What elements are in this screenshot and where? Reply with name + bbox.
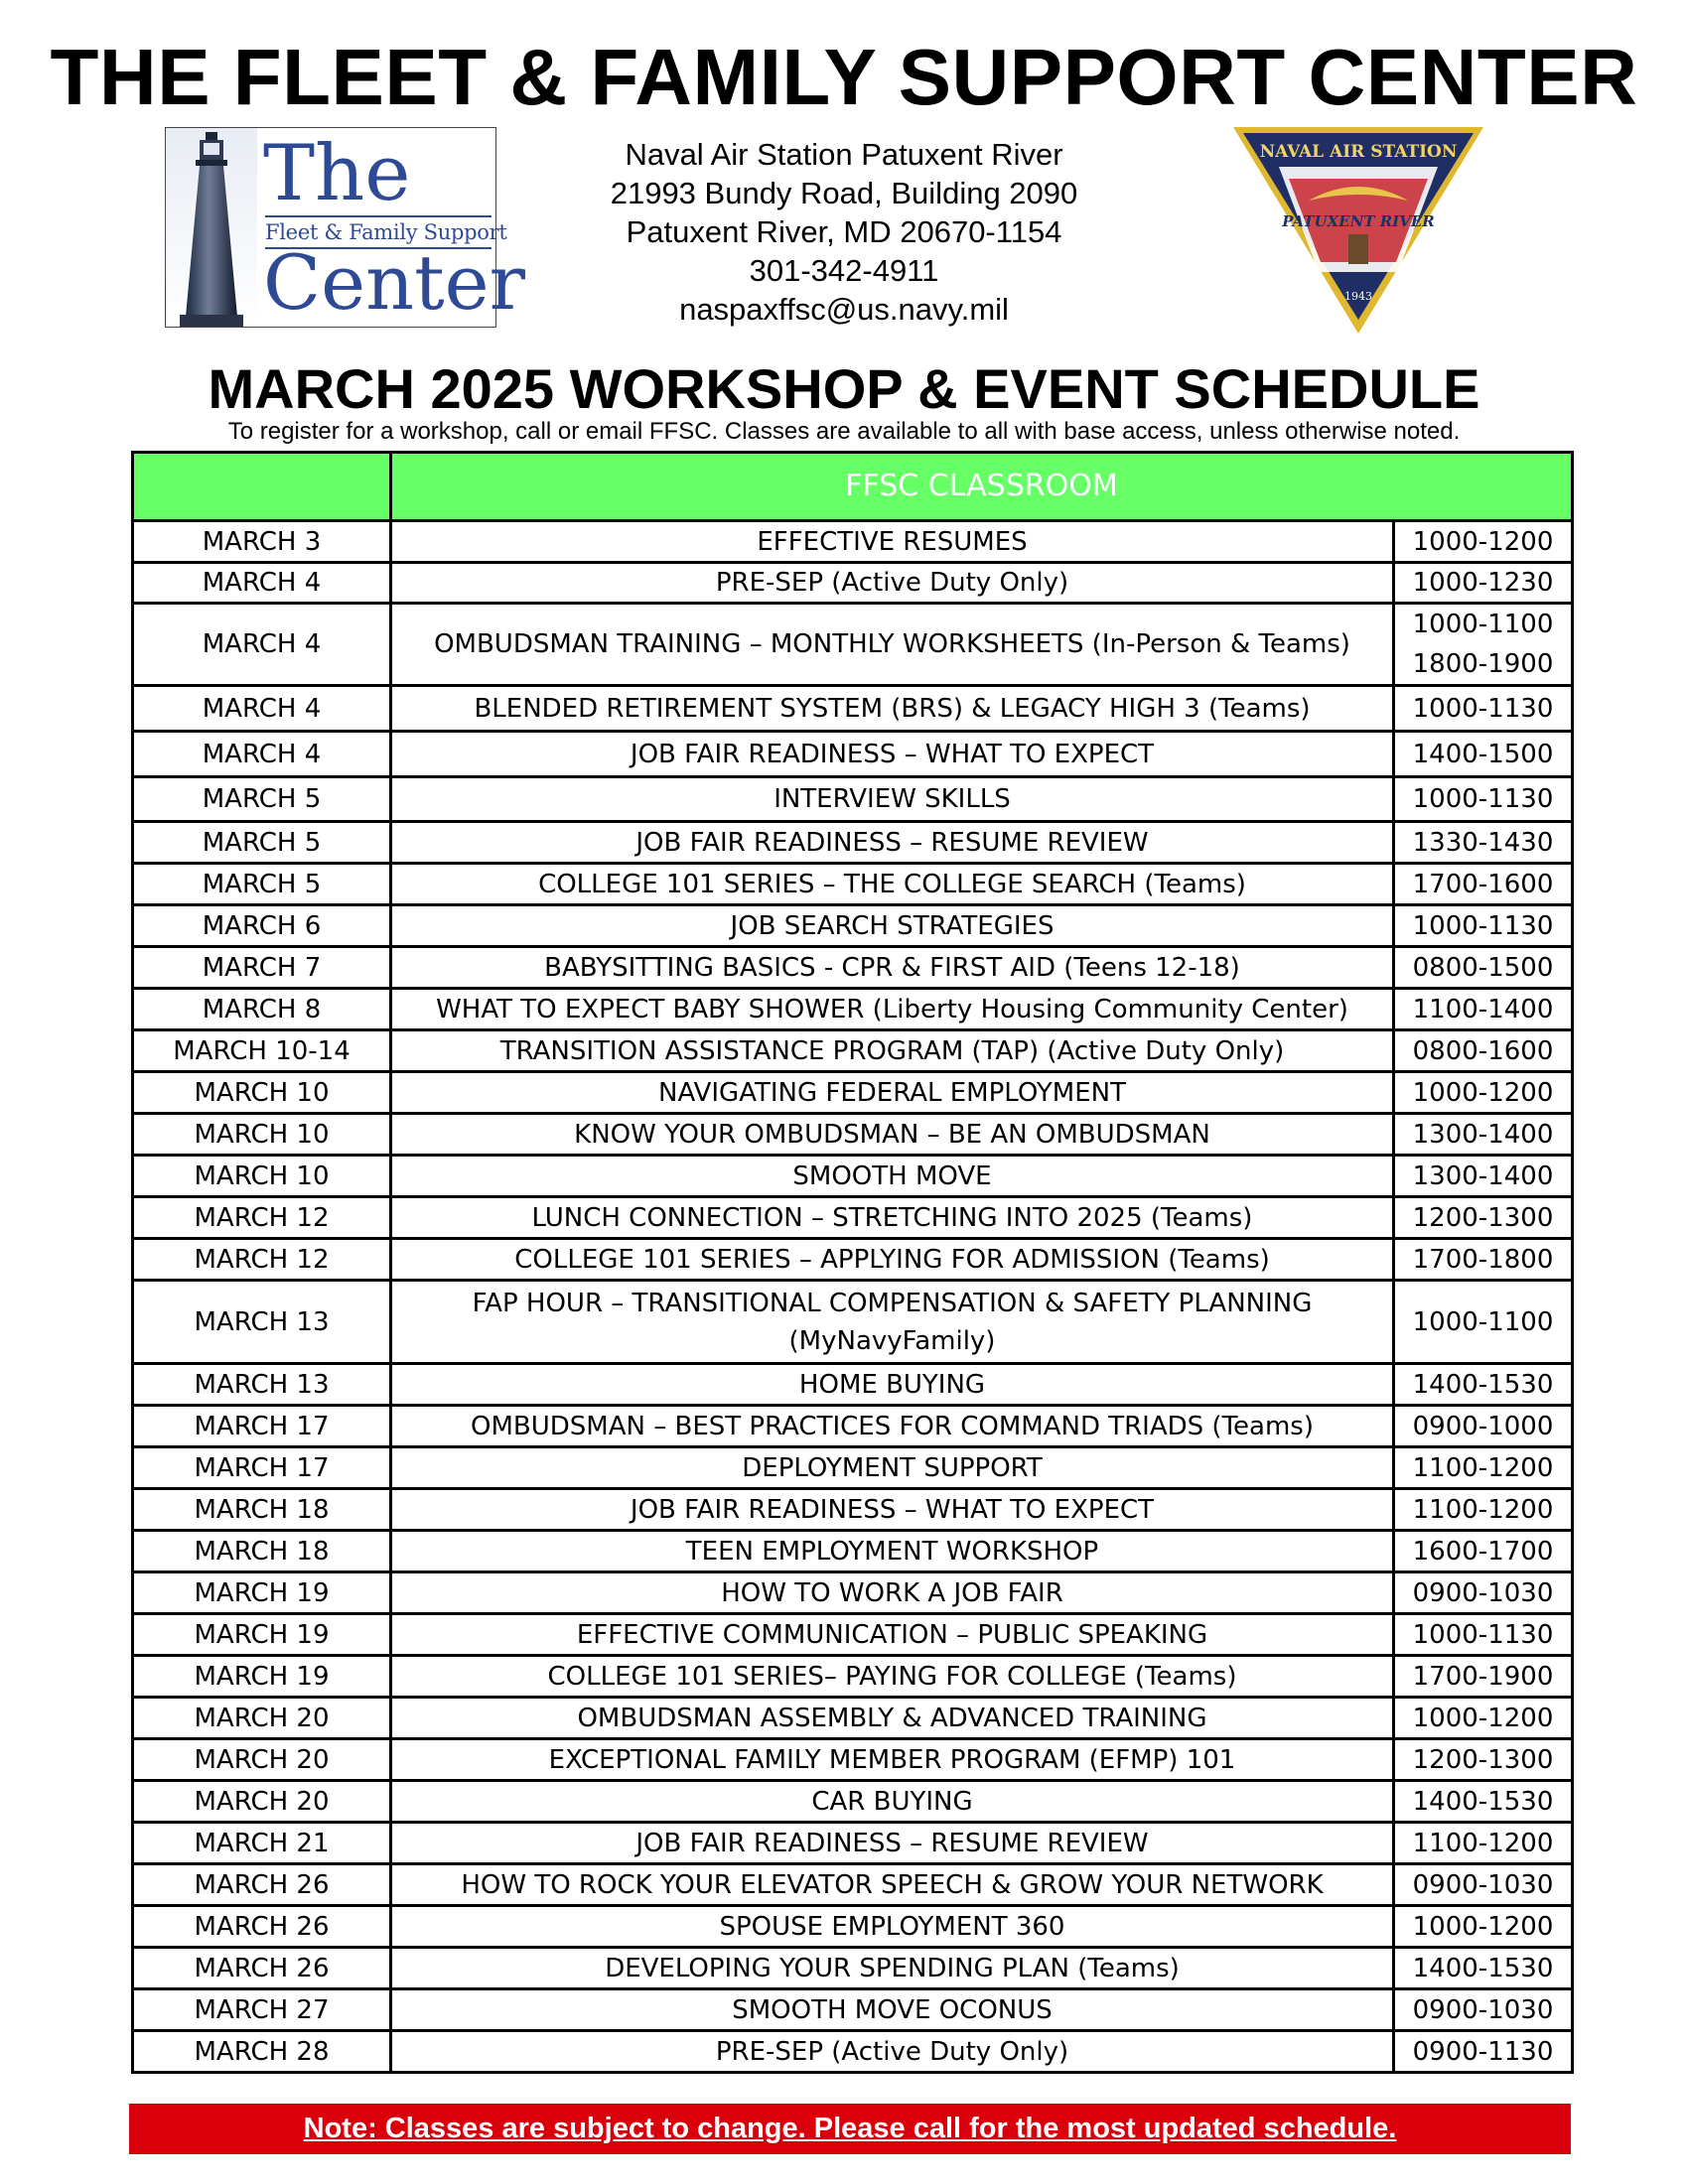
table-row: [133, 1572, 1573, 1614]
event-date: MARCH 4: [133, 732, 391, 777]
event-time-slot: 1800-1900: [1412, 649, 1554, 679]
table-header-row: [133, 453, 1573, 521]
event-title: DEVELOPING YOUR SPENDING PLAN (Teams): [391, 1948, 1394, 1989]
schedule-title: MARCH 2025 WORKSHOP & EVENT SCHEDULE: [208, 357, 1480, 420]
event-time: 1000-1200: [1394, 1698, 1573, 1739]
table-row: [133, 604, 1573, 686]
table-row: [133, 1698, 1573, 1739]
table-row: [133, 732, 1573, 777]
event-time: 1400-1500: [1394, 732, 1573, 777]
event-time: 1000-1100: [1394, 1281, 1573, 1364]
event-title: SMOOTH MOVE OCONUS: [391, 1989, 1394, 2031]
table-row: [133, 521, 1573, 563]
event-date: MARCH 12: [133, 1239, 391, 1281]
table-row: [133, 1364, 1573, 1406]
event-date: MARCH 19: [133, 1614, 391, 1656]
event-date: MARCH 10: [133, 1156, 391, 1197]
event-title: DEPLOYMENT SUPPORT: [391, 1447, 1394, 1489]
event-time: 1700-1900: [1394, 1656, 1573, 1698]
event-time: 0800-1600: [1394, 1030, 1573, 1072]
table-row: [133, 1281, 1573, 1364]
event-date: MARCH 20: [133, 1781, 391, 1823]
logo-center-text: Center: [263, 238, 525, 327]
event-date: MARCH 20: [133, 1739, 391, 1781]
address-block: [536, 135, 1152, 329]
table-row: [133, 1656, 1573, 1698]
table-row: [133, 989, 1573, 1030]
event-title: KNOW YOUR OMBUDSMAN – BE AN OMBUDSMAN: [391, 1114, 1394, 1156]
event-time: 1100-1200: [1394, 1489, 1573, 1531]
event-title: JOB FAIR READINESS – RESUME REVIEW: [391, 1823, 1394, 1864]
logo-the-text: The: [263, 129, 411, 218]
event-title: CAR BUYING: [391, 1781, 1394, 1823]
event-title: EXCEPTIONAL FAMILY MEMBER PROGRAM (EFMP) 101: [391, 1739, 1394, 1781]
event-date: MARCH 26: [133, 1864, 391, 1906]
event-time: 1330-1430: [1394, 822, 1573, 864]
event-date: MARCH 26: [133, 1906, 391, 1948]
event-date: MARCH 18: [133, 1489, 391, 1531]
event-time: 1100-1200: [1394, 1823, 1573, 1864]
section-header: FFSC CLASSROOM: [391, 453, 1573, 521]
event-title: NAVIGATING FEDERAL EMPLOYMENT: [391, 1072, 1394, 1114]
event-time: 0900-1000: [1394, 1406, 1573, 1447]
email-address: naspaxffsc@us.navy.mil: [679, 292, 1009, 327]
event-time: 1200-1300: [1394, 1197, 1573, 1239]
event-date: MARCH 5: [133, 822, 391, 864]
event-time: 0900-1030: [1394, 1989, 1573, 2031]
event-title: JOB SEARCH STRATEGIES: [391, 905, 1394, 947]
event-title: JOB FAIR READINESS – RESUME REVIEW: [391, 822, 1394, 864]
event-date: MARCH 8: [133, 989, 391, 1030]
event-date: MARCH 19: [133, 1656, 391, 1698]
event-date: MARCH 5: [133, 864, 391, 905]
event-date: MARCH 6: [133, 905, 391, 947]
event-title: BLENDED RETIREMENT SYSTEM (BRS) & LEGACY HIGH 3 (Teams): [391, 686, 1394, 732]
event-time: 1000-1130: [1394, 686, 1573, 732]
event-title: TEEN EMPLOYMENT WORKSHOP: [391, 1531, 1394, 1572]
event-date: MARCH 12: [133, 1197, 391, 1239]
main-title: THE FLEET & FAMILY SUPPORT CENTER: [50, 33, 1638, 121]
lighthouse-icon: [166, 128, 257, 327]
event-date: MARCH 19: [133, 1572, 391, 1614]
event-date: MARCH 3: [133, 521, 391, 563]
event-title: INTERVIEW SKILLS: [391, 777, 1394, 822]
event-time: 1400-1530: [1394, 1364, 1573, 1406]
event-time: 1100-1200: [1394, 1447, 1573, 1489]
event-title: HOW TO ROCK YOUR ELEVATOR SPEECH & GROW YOUR NETWORK: [391, 1864, 1394, 1906]
event-time: 1700-1800: [1394, 1239, 1573, 1281]
event-date: MARCH 13: [133, 1364, 391, 1406]
event-title: EFFECTIVE RESUMES: [391, 521, 1394, 563]
event-time: 1300-1400: [1394, 1156, 1573, 1197]
table-row: [133, 2031, 1573, 2073]
table-row: [133, 1239, 1573, 1281]
event-date: MARCH 10: [133, 1072, 391, 1114]
table-row: [133, 1823, 1573, 1864]
event-title: HOW TO WORK A JOB FAIR: [391, 1572, 1394, 1614]
event-date: MARCH 10-14: [133, 1030, 391, 1072]
ffsc-logo: [165, 127, 525, 328]
table-row: [133, 1948, 1573, 1989]
table-row: [133, 1614, 1573, 1656]
event-title: COLLEGE 101 SERIES– PAYING FOR COLLEGE (Teams): [391, 1656, 1394, 1698]
table-row: [133, 1739, 1573, 1781]
event-date: MARCH 7: [133, 947, 391, 989]
table-row: [133, 1406, 1573, 1447]
address-line-1: Naval Air Station Patuxent River: [625, 137, 1063, 172]
table-row: [133, 822, 1573, 864]
event-date: MARCH 4: [133, 604, 391, 686]
table-row: [133, 1989, 1573, 2031]
event-time: 0800-1500: [1394, 947, 1573, 989]
event-time: 1000-1230: [1394, 563, 1573, 604]
seal-top-text: NAVAL AIR STATION: [1259, 142, 1458, 162]
event-time-slot: 1000-1100: [1412, 610, 1554, 639]
table-row: [133, 686, 1573, 732]
event-title-line: (MyNavyFamily): [788, 1325, 996, 1356]
event-title: COLLEGE 101 SERIES – APPLYING FOR ADMISSION (Teams): [391, 1239, 1394, 1281]
header-blank-cell: [133, 453, 391, 521]
table-row: [133, 1447, 1573, 1489]
event-title: PRE-SEP (Active Duty Only): [391, 2031, 1394, 2073]
event-time: 1000-1200: [1394, 521, 1573, 563]
event-title: PRE-SEP (Active Duty Only): [391, 563, 1394, 604]
event-time: 1200-1300: [1394, 1739, 1573, 1781]
registration-note: To register for a workshop, call or email FFSC. Classes are available to all with base access, unless otherwise noted.: [227, 418, 1461, 445]
event-date: MARCH 5: [133, 777, 391, 822]
event-time: [1394, 604, 1573, 686]
event-title: BABYSITTING BASICS - CPR & FIRST AID (Teens 12-18): [391, 947, 1394, 989]
event-time: 1000-1130: [1394, 905, 1573, 947]
event-date: MARCH 13: [133, 1281, 391, 1364]
event-date: MARCH 27: [133, 1989, 391, 2031]
event-title: OMBUDSMAN – BEST PRACTICES FOR COMMAND TRIADS (Teams): [391, 1406, 1394, 1447]
event-date: MARCH 18: [133, 1531, 391, 1572]
naval-air-station-seal: [1229, 123, 1487, 338]
event-date: MARCH 17: [133, 1406, 391, 1447]
event-time: 1400-1530: [1394, 1948, 1573, 1989]
event-date: MARCH 17: [133, 1447, 391, 1489]
event-title: LUNCH CONNECTION – STRETCHING INTO 2025 (Teams): [391, 1197, 1394, 1239]
table-row: [133, 1030, 1573, 1072]
phone-number: 301-342-4911: [749, 253, 939, 288]
event-time: 1300-1400: [1394, 1114, 1573, 1156]
table-row: [133, 1781, 1573, 1823]
event-title: JOB FAIR READINESS – WHAT TO EXPECT: [391, 1489, 1394, 1531]
table-row: [133, 1489, 1573, 1531]
event-time: 0900-1030: [1394, 1864, 1573, 1906]
event-time: 0900-1130: [1394, 2031, 1573, 2073]
event-title: SMOOTH MOVE: [391, 1156, 1394, 1197]
seal-year-text: 1943: [1344, 290, 1372, 303]
event-date: MARCH 20: [133, 1698, 391, 1739]
event-title: COLLEGE 101 SERIES – THE COLLEGE SEARCH (Teams): [391, 864, 1394, 905]
event-title: [391, 1281, 1394, 1364]
table-row: [133, 1197, 1573, 1239]
event-time: 1000-1130: [1394, 777, 1573, 822]
table-row: [133, 563, 1573, 604]
event-date: MARCH 26: [133, 1948, 391, 1989]
event-date: MARCH 10: [133, 1114, 391, 1156]
seal-middle-text: PATUXENT RIVER: [1282, 212, 1435, 230]
event-time: 1600-1700: [1394, 1531, 1573, 1572]
table-row: [133, 905, 1573, 947]
event-title: OMBUDSMAN ASSEMBLY & ADVANCED TRAINING: [391, 1698, 1394, 1739]
schedule-table: [131, 451, 1574, 2074]
event-date: MARCH 28: [133, 2031, 391, 2073]
event-title: WHAT TO EXPECT BABY SHOWER (Liberty Housing Community Center): [391, 989, 1394, 1030]
logo-fleet-family-text: Fleet & Family Support: [265, 215, 492, 249]
schedule-body: [133, 521, 1573, 2073]
event-title: SPOUSE EMPLOYMENT 360: [391, 1906, 1394, 1948]
event-date: MARCH 21: [133, 1823, 391, 1864]
event-time: 1400-1530: [1394, 1781, 1573, 1823]
event-title: TRANSITION ASSISTANCE PROGRAM (TAP) (Active Duty Only): [391, 1030, 1394, 1072]
address-line-3: Patuxent River, MD 20670-1154: [626, 214, 1062, 249]
event-time: 0900-1030: [1394, 1572, 1573, 1614]
table-row: [133, 947, 1573, 989]
table-row: [133, 1114, 1573, 1156]
table-row: [133, 1864, 1573, 1906]
event-title: EFFECTIVE COMMUNICATION – PUBLIC SPEAKING: [391, 1614, 1394, 1656]
event-date: MARCH 4: [133, 563, 391, 604]
event-title: JOB FAIR READINESS – WHAT TO EXPECT: [391, 732, 1394, 777]
event-title-line: FAP HOUR – TRANSITIONAL COMPENSATION & SAFETY PLANNING: [472, 1288, 1313, 1318]
event-title: OMBUDSMAN TRAINING – MONTHLY WORKSHEETS (In-Person & Teams): [391, 604, 1394, 686]
address-line-2: 21993 Bundy Road, Building 2090: [610, 176, 1078, 210]
table-row: [133, 1531, 1573, 1572]
event-date: MARCH 4: [133, 686, 391, 732]
table-row: [133, 1156, 1573, 1197]
table-row: [133, 864, 1573, 905]
event-time: 1100-1400: [1394, 989, 1573, 1030]
schedule-change-note: Note: Classes are subject to change. Please call for the most updated schedule.: [129, 2104, 1571, 2154]
event-title: HOME BUYING: [391, 1364, 1394, 1406]
event-time: 1000-1200: [1394, 1906, 1573, 1948]
table-row: [133, 1906, 1573, 1948]
table-row: [133, 1072, 1573, 1114]
event-time: 1700-1600: [1394, 864, 1573, 905]
event-time: 1000-1200: [1394, 1072, 1573, 1114]
table-row: [133, 777, 1573, 822]
event-time: 1000-1130: [1394, 1614, 1573, 1656]
